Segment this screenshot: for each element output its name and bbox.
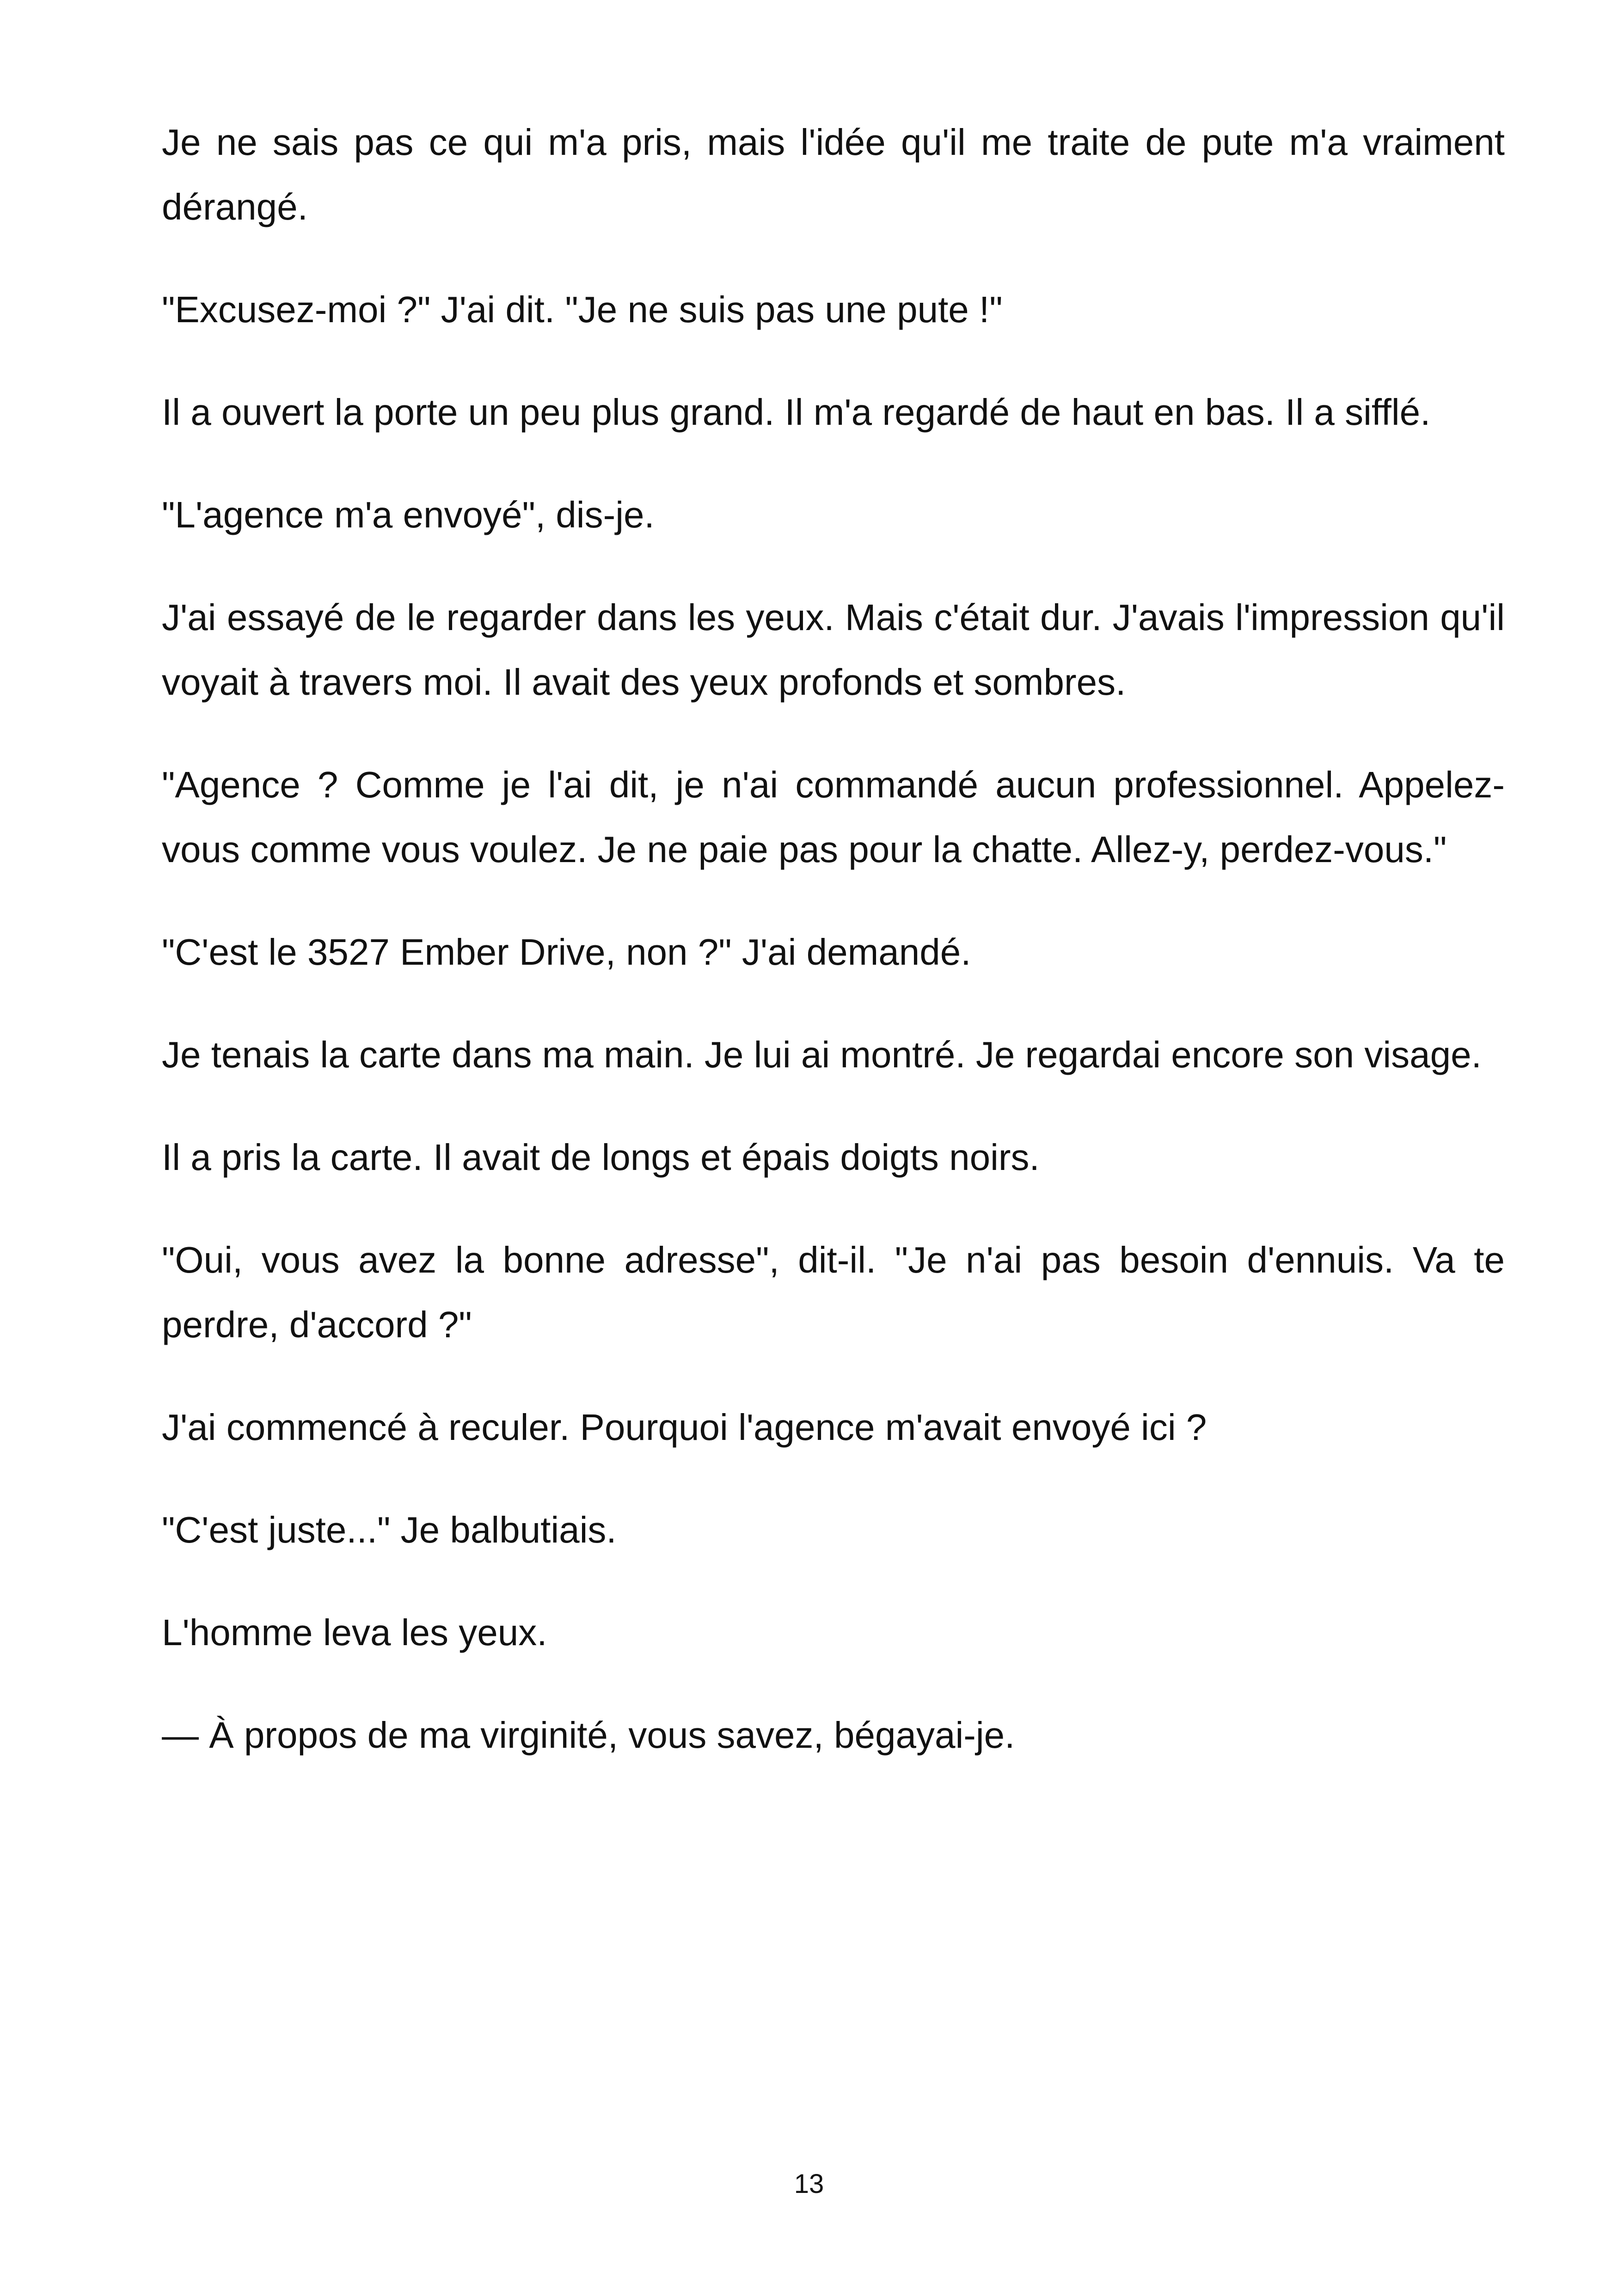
paragraph: "L'agence m'a envoyé", dis-je. bbox=[162, 494, 655, 535]
paragraph: "C'est le 3527 Ember Drive, non ?" J'ai demandé. bbox=[162, 931, 971, 973]
paragraph: L'homme leva les yeux. bbox=[162, 1612, 547, 1653]
paragraph: Il a pris la carte. Il avait de longs et épais doigts noirs. bbox=[162, 1137, 1040, 1178]
paragraph: — À propos de ma virginité, vous savez, bégayai-je. bbox=[162, 1714, 1015, 1756]
paragraph: Je ne sais pas ce qui m'a pris, mais l'idée qu'il me traite de pute m'a vraiment dérangé. bbox=[162, 122, 1505, 227]
paragraph: J'ai essayé de le regarder dans les yeux. Mais c'était dur. J'avais l'impression qu'il voyait à travers moi. Il avait des yeux profonds et sombres. bbox=[162, 597, 1505, 703]
paragraph: "Oui, vous avez la bonne adresse", dit-il. "Je n'ai pas besoin d'ennuis. Va te perdre, d'accord ?" bbox=[162, 1239, 1505, 1345]
paragraph: "Agence ? Comme je l'ai dit, je n'ai commandé aucun professionnel. Appelez-vous comme vous voulez. Je ne paie pas pour la chatte. Allez-y, perdez-vous." bbox=[162, 764, 1505, 870]
paragraph: Je tenais la carte dans ma main. Je lui ai montré. Je regardai encore son visage. bbox=[162, 1034, 1482, 1075]
paragraph: J'ai commencé à reculer. Pourquoi l'agence m'avait envoyé ici ? bbox=[162, 1407, 1207, 1448]
paragraph: "Excusez-moi ?" J'ai dit. "Je ne suis pas une pute !" bbox=[162, 289, 1003, 330]
page-number: 13 bbox=[794, 2169, 824, 2199]
paragraph: "C'est juste..." Je balbutiais. bbox=[162, 1509, 617, 1550]
paragraph: Il a ouvert la porte un peu plus grand. Il m'a regardé de haut en bas. Il a sifflé. bbox=[162, 392, 1431, 433]
body-text bbox=[162, 110, 1505, 1806]
